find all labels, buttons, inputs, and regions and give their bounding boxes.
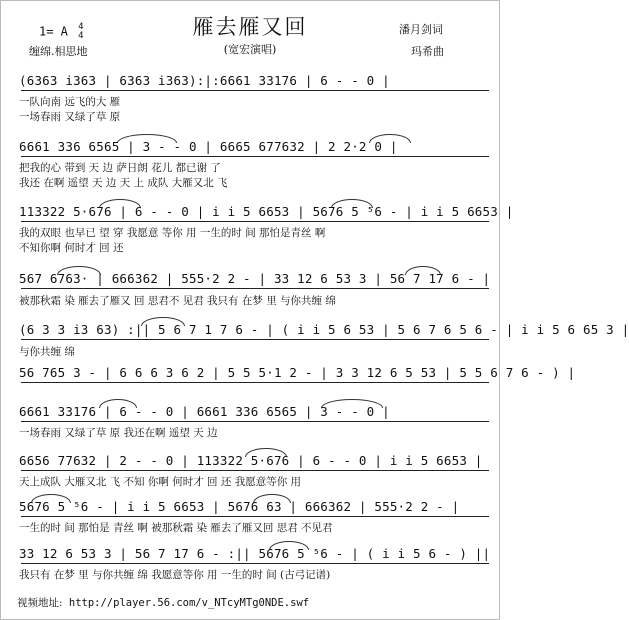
lyrics-line-1a: 一队向南 远飞的大 雁 [19,96,121,108]
lyrics-line-9: 一生的时 间 那怕是 青丝 啊 被那秋霜 染 雁去了雁又回 思君 不见君 [19,522,333,534]
notation-line-6: 56 765 3 - | 6 6 6 3 6 2 | 5 5 5·1 2 - | 3 3 12 6 5 53 | 5 5 6 7 6 - ) | [19,365,576,380]
beat-underline [21,90,489,91]
beat-underline [21,221,489,222]
lyrics-line-3b: 不知你啊 何时才 回 还 [19,242,124,254]
beat-underline [21,288,489,289]
beat-underline [21,339,489,340]
notation-line-7: 6661 33176 | 6 - - 0 | 6661 336 6565 | 3 - - 0 | [19,404,390,419]
notation-line-10: 33 12 6 53 3 | 56 7 17 6 - :|| 5676 5 ⁵6 - | ( i i 5 6 - ) || [19,546,491,561]
lyrics-line-3a: 我的双眼 也早已 望 穿 我愿意 等你 用 一生的时 间 那怕是青丝 啊 [19,227,326,239]
lyrics-line-4: 被那秋霜 染 雁去了雁又 回 思君不 见君 我只有 在梦 里 与你共缠 绵 [19,295,336,307]
beat-underline [21,421,489,422]
performer-note: (宽宏演唱) [223,43,277,56]
lyrics-line-10: 我只有 在梦 里 与你共缠 绵 我愿意等你 用 一生的时 间 (古弓记谱) [19,569,331,581]
beat-underline [21,382,489,383]
time-bottom: 4 [78,31,84,41]
notation-line-8: 6656 77632 | 2 - - 0 | 113322 5·676 | 6 - - 0 | i i 5 6653 | [19,453,483,468]
beat-underline [21,516,489,517]
notation-line-1: (6363 i363 | 6363 i363):|:6661 33176 | 6 - - 0 | [19,73,390,88]
key-label: 1= A [39,24,68,39]
lyricist-credit: 潘月剑词 [399,23,443,36]
lyrics-line-8: 天上成队 大雁又北 飞 不知 你啊 何时才 回 还 我愿意等你 用 [19,476,302,488]
alternate-title: 缠绵.相思地 [29,45,88,58]
lyrics-line-7: 一场春雨 又绿了草 原 我还在啊 遥望 天 边 [19,427,218,439]
lyrics-line-5: 与你共缠 绵 [19,346,75,358]
time-top: 4 [78,22,84,32]
video-link-label: 视频地址: [17,597,63,609]
beat-underline [21,470,489,471]
beat-underline [21,563,489,564]
song-title: 雁去雁又回 [192,15,308,39]
video-link-url[interactable]: http://player.56.com/v_NTcyMTg0NDE.swf [68,597,310,609]
beat-underline [21,156,489,157]
notation-line-5: (6 3 3 i3 63) :|| 5 6 7 1 7 6 - | ( i i 5 6 53 | 5 6 7 6 5 6 - | i i 5 6 65 3 | [19,322,629,337]
video-link[interactable] [17,595,309,610]
notation-line-4: 567 6763· | 666362 | 555·2 2 - | 33 12 6 53 3 | 56 7 17 6 - | [19,271,491,286]
notation-line-9: 5676 5 ⁵6 - | i i 5 6653 | 5676 63 | 666362 | 555·2 2 - | [19,499,460,514]
lyrics-line-1b: 一场春雨 又绿了草 原 [19,111,121,123]
lyrics-line-2a: 把我的心 带到 天 边 萨日朗 花儿 都已谢 了 [19,162,221,174]
notation-line-3: 113322 5·676 | 6 - - 0 | i i 5 6653 | 5676 5 ⁵6 - | i i 5 6653 | [19,204,514,219]
lyrics-line-2b: 我还 在啊 遥望 天 边 天 上 成队 大雁又北 飞 [19,177,228,189]
composer-credit: 玛希曲 [411,45,444,58]
notation-line-2: 6661 336 6565 | 3 - - 0 | 6665 677632 | 2 2·2 0 | [19,139,398,154]
